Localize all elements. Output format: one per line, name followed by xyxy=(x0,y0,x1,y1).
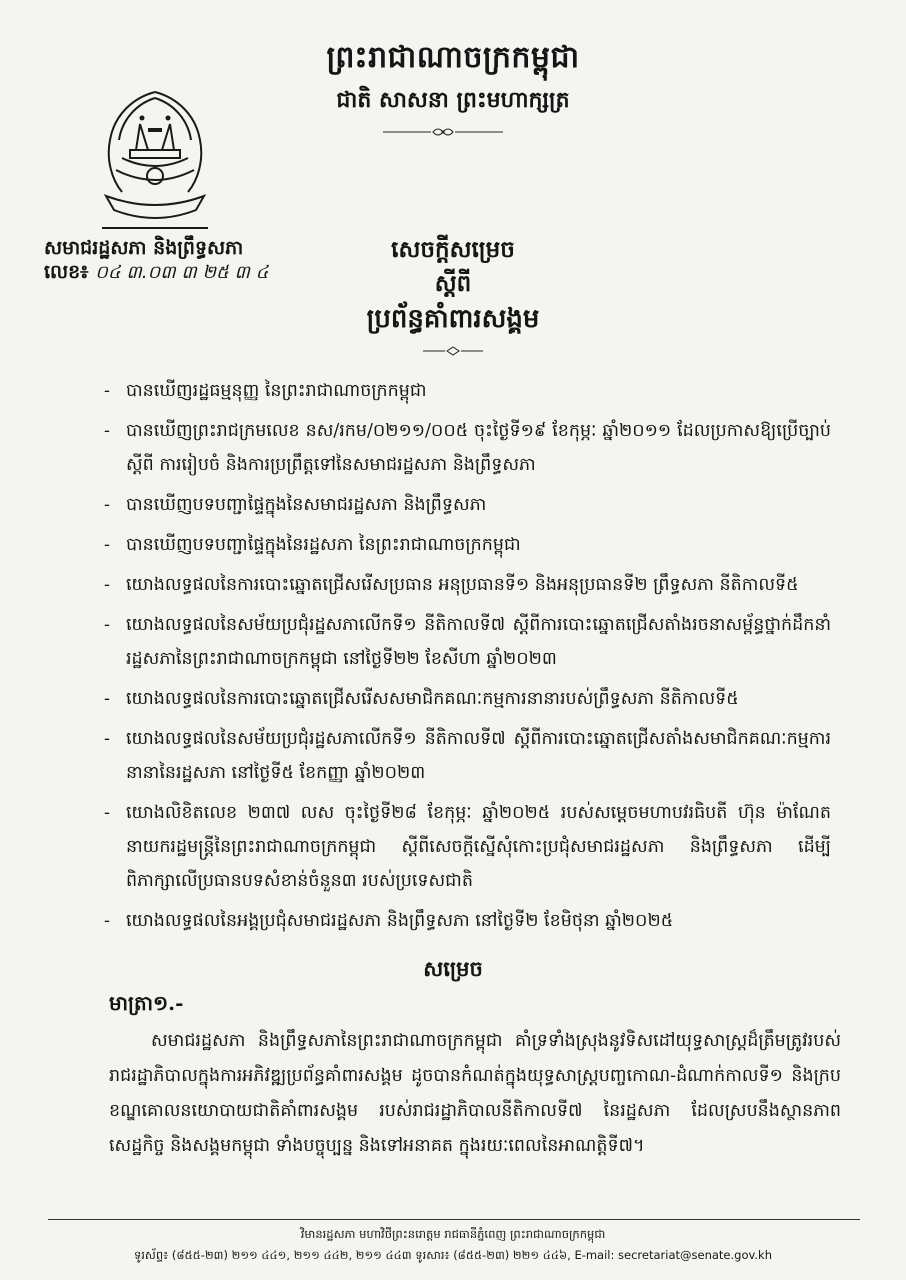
ornament-divider-icon xyxy=(383,126,503,138)
article-label: មាត្រា១.- xyxy=(109,991,184,1015)
organization-name: សមាជរដ្ឋសភា និងព្រឹទ្ធសភា xyxy=(44,237,244,259)
national-motto: ជាតិ សាសនា ព្រះមហាក្សត្រ xyxy=(336,87,570,113)
article-text: សមាជរដ្ឋសភា និងព្រឹទ្ធសភានៃព្រះរាជាណាចក្រកម្ពុជា គាំទ្រទាំងស្រុងនូវទិសដៅយុទ្ធសាស្ត្រដ៏ត្រឹមត្រូវរបស់រាជរដ្ឋាភិបាលក្នុងការអភិវឌ្ឍប្រព័ន្ធគាំពារសង្គម ដូចបានកំណត់ក្នុងយុទ្ធសាស្ត្របញ្ចកោណ-ដំណាក់កាលទី១ និងក្របខណ្ឌគោលនយោបាយជាតិគាំពារសង្គម របស់រាជរដ្ឋាភិបាលនីតិកាលទី៧ នៃរដ្ឋសភា ដែលស្របនឹងស្ថានភាពសេដ្ឋកិច្ច និងសង្គមកម្ពុជា ទាំងបច្ចុប្បន្ន និងទៅអនាគត ក្នុងរយៈពេលនៃអាណត្តិទី៧។ xyxy=(109,1031,841,1156)
footer-address: វិមានរដ្ឋសភា មហាវិថីព្រះនរោត្តម រាជធានីភ្នំពេញ ព្រះរាជាណាចក្រកម្ពុជា xyxy=(300,1227,606,1241)
decision-heading: សម្រេច xyxy=(423,956,483,981)
parliament-emblem-icon xyxy=(92,88,218,233)
document-title: សេចក្ដីសម្រេច xyxy=(391,236,515,263)
document-subject: ប្រព័ន្ធគាំពារសង្គម xyxy=(366,304,540,334)
footer-contact: ទូរស័ព្ទ៖ (៨៥៥-២៣) ២១១ ៤៤១, ២១១ ៤៤២, ២១១ ៤៤៣ ទូរសារ៖ (៨៥៥-២៣) ២២១ ៤៤៦, E-mail: secretariat@senate.gov.kh xyxy=(133,1248,772,1262)
list-item: - យោងលិខិតលេខ ២៣៧ លស ចុះថ្ងៃទី២៨ ខែកុម្ភៈ ឆ្នាំ២០២៥ របស់សម្ដេចមហាបវរធិបតី ហ៊ុន ម៉ាណែត នាយករដ្ឋមន្ត្រីនៃព្រះរាជាណាចក្រកម្ពុជា ស្ដីពីសេចក្ដីស្នើសុំកោះប្រជុំសមាជរដ្ឋសភា និងព្រឹទ្ធសភា ដើម្បីពិភាក្សាលើប្រធានបទសំខាន់ចំនួន៣ របស់ប្រទេសជាតិ xyxy=(126,796,831,898)
small-ornament-icon xyxy=(423,346,483,356)
reference-label: លេខ៖ xyxy=(44,261,89,283)
footer-divider xyxy=(48,1219,860,1220)
list-item: - បានឃើញបទបញ្ជាផ្ទៃក្នុងនៃរដ្ឋសភា នៃព្រះរាជាណាចក្រកម្ពុជា xyxy=(126,528,831,562)
title-connector: ស្ដីពី xyxy=(434,270,472,297)
list-item: - យោងលទ្ធផលនៃអង្គប្រជុំសមាជរដ្ឋសភា និងព្រឹទ្ធសភា នៅថ្ងៃទី២ ខែមិថុនា ឆ្នាំ២០២៥ xyxy=(126,904,831,938)
reference-value: ០៤ ៣.០៣ ៣ ២៥ ៣ ៤ xyxy=(95,262,269,283)
kingdom-heading: ព្រះរាជាណាចក្រកម្ពុជា xyxy=(326,40,580,75)
preamble-list xyxy=(126,374,831,944)
list-item: - បានឃើញរដ្ឋធម្មនុញ្ញ នៃព្រះរាជាណាចក្រកម្ពុជា xyxy=(126,374,831,408)
list-item: - យោងលទ្ធផលនៃសម័យប្រជុំរដ្ឋសភាលើកទី១ នីតិកាលទី៧ ស្ដីពីការបោះឆ្នោតជ្រើសតាំងសមាជិកគណៈកម្មការនានានៃរដ្ឋសភា នៅថ្ងៃទី៥ ខែកញ្ញា ឆ្នាំ២០២៣ xyxy=(126,722,831,790)
list-item: - យោងលទ្ធផលនៃសម័យប្រជុំរដ្ឋសភាលើកទី១ នីតិកាលទី៧ ស្ដីពីការបោះឆ្នោតជ្រើសតាំងរចនាសម្ព័ន្ធថ្នាក់ដឹកនាំរដ្ឋសភានៃព្រះរាជាណាចក្រកម្ពុជា នៅថ្ងៃទី២២ ខែសីហា ឆ្នាំ២០២៣ xyxy=(126,608,831,676)
list-item: - យោងលទ្ធផលនៃការបោះឆ្នោតជ្រើសរើសប្រធាន អនុប្រធានទី១ និងអនុប្រធានទី២ ព្រឹទ្ធសភា នីតិកាលទី៥ xyxy=(126,568,831,602)
list-item: - បានឃើញព្រះរាជក្រមលេខ នស/រកម/០២១១/០០៥ ចុះថ្ងៃទី១៩ ខែកុម្ភៈ ឆ្នាំ២០១១ ដែលប្រកាសឱ្យប្រើច្បាប់ស្ដីពី ការរៀបចំ និងការប្រព្រឹត្តទៅនៃសមាជរដ្ឋសភា និងព្រឹទ្ធសភា xyxy=(126,414,831,482)
list-item: - បានឃើញបទបញ្ជាផ្ទៃក្នុងនៃសមាជរដ្ឋសភា និងព្រឹទ្ធសភា xyxy=(126,488,831,522)
list-item: - យោងលទ្ធផលនៃការបោះឆ្នោតជ្រើសរើសសមាជិកគណៈកម្មការនានារបស់ព្រឹទ្ធសភា នីតិកាលទី៥ xyxy=(126,682,831,716)
